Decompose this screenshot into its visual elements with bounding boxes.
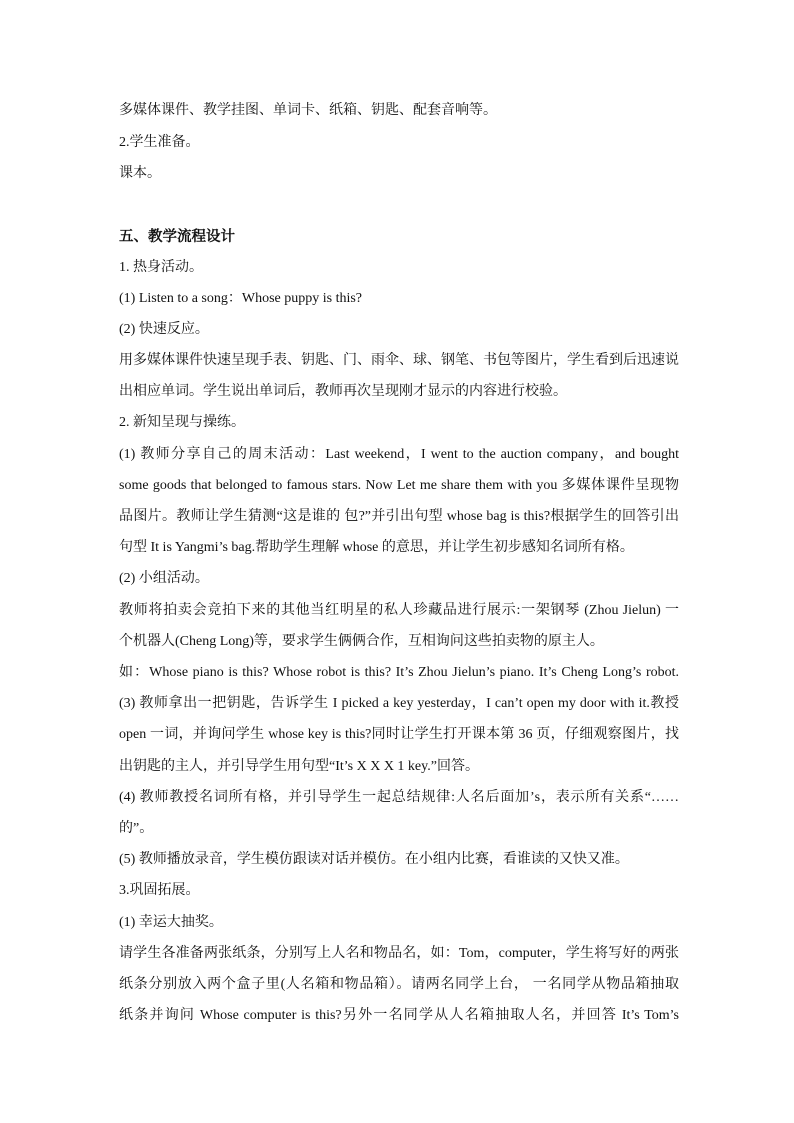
text-line-para: some goods that belonged to famous stars. Now Let me share them with you 多媒体课件呈现物	[119, 478, 679, 493]
text-line-para: 用多媒体课件快速呈现手表、钥匙、门、雨伞、球、钢笔、书包等图片，学生看到后迅速说	[119, 353, 679, 368]
text-line-para: open 一词，并询问学生 whose key is this?同时让学生打开课本第 36 页，仔细观察图片，找	[119, 727, 679, 742]
text-line-example: 如：Whose piano is this? Whose robot is this? It’s Zhou Jielun’s piano. It’s Cheng Long’s robot.	[119, 665, 679, 680]
text-line-para: 出相应单词。学生说出单词后，教师再次呈现刚才显示的内容进行校验。	[119, 384, 567, 399]
text-line-quick-react: (2) 快速反应。	[119, 322, 209, 337]
text-line-group: (2) 小组活动。	[119, 571, 209, 586]
section-heading: 五、教学流程设计	[119, 229, 235, 245]
text-line-new-knowledge: 2. 新知呈现与操练。	[119, 415, 245, 430]
text-line-para: 纸条并询问 Whose computer is this?另外一名同学从人名箱抽取人名，并回答 It’s Tom’s	[119, 1008, 679, 1023]
text-line-para: 请学生各准备两张纸条，分别写上人名和物品名，如：Tom，computer，学生将写好的两张	[119, 946, 679, 961]
text-line-para: 个机器人(Cheng Long)等，要求学生俩俩合作，互相询问这些拍卖物的原主人。	[119, 634, 604, 649]
text-line-warmup: 1. 热身活动。	[119, 260, 203, 275]
text-line-para: 出钥匙的主人，并引导学生用句型“It’s X X X 1 key.”回答。	[119, 759, 479, 774]
text-line-para: (4) 教师教授名词所有格，并引导学生一起总结规律:人名后面加’s，表示所有关系“……	[119, 790, 679, 805]
text-line-para: 品图片。教师让学生猜测“这是谁的 包?”并引出句型 whose bag is this?根据学生的回答引出	[119, 509, 679, 524]
text-line-consolidate: 3.巩固拓展。	[119, 883, 200, 898]
text-line-recording: (5) 教师播放录音，学生模仿跟读对话并模仿。在小组内比赛，看谁读的又快又准。	[119, 852, 629, 867]
text-line-para: (3) 教师拿出一把钥匙，告诉学生 I picked a key yesterday，I can’t open my door with it.教授	[119, 696, 679, 711]
text-line-song: (1) Listen to a song：Whose puppy is this?	[119, 291, 363, 306]
text-line-para: 纸条分别放入两个盒子里(人名箱和物品箱）。请两名同学上台， 一名同学从物品箱抽取	[119, 977, 679, 992]
text-line-textbook: 课本。	[119, 166, 161, 181]
text-line-para: 的”。	[119, 821, 154, 836]
text-line-student-prep: 2.学生准备。	[119, 135, 200, 150]
text-line-materials: 多媒体课件、教学挂图、单词卡、纸箱、钥匙、配套音响等。	[119, 103, 497, 118]
text-line-para: 句型 It is Yangmi’s bag.帮助学生理解 whose 的意思，并让学生初步感知名词所有格。	[119, 540, 634, 555]
text-line-lucky-draw: (1) 幸运大抽奖。	[119, 915, 223, 930]
text-line-para: (1) 教师分享自己的周末活动：Last weekend，I went to the auction company，and bought	[119, 447, 679, 462]
text-line-para: 教师将拍卖会竞拍下来的其他当红明星的私人珍藏品进行展示:一架钢琴 (Zhou Jielun) 一	[119, 603, 679, 618]
